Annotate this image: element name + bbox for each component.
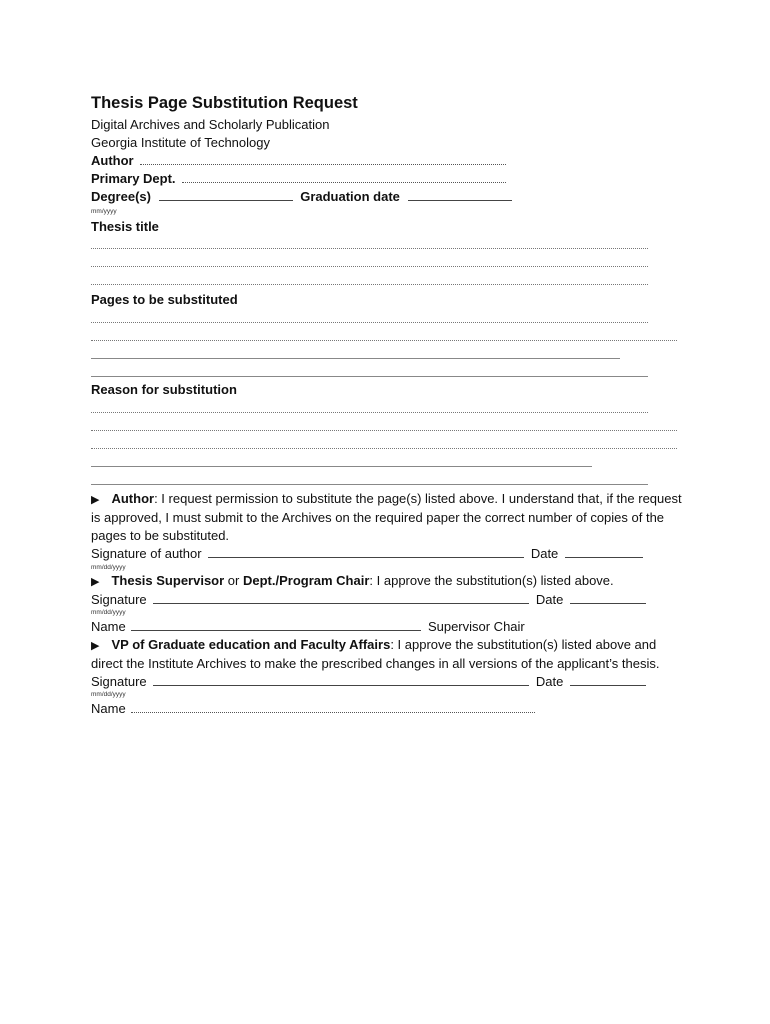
- author-statement: [91, 490, 691, 545]
- supervisor-date-hint: mm/dd/yyyy: [91, 609, 126, 616]
- reason-line[interactable]: [91, 448, 677, 449]
- vp-signature-field[interactable]: [153, 673, 529, 686]
- author-signature-label: Signature of author: [91, 546, 202, 561]
- thesis-title-label: Thesis title: [91, 219, 159, 234]
- author-date-hint: mm/dd/yyyy: [91, 564, 126, 571]
- author-date-label: Date: [530, 546, 559, 561]
- author-label: Author: [91, 153, 134, 168]
- reason-line[interactable]: [91, 430, 677, 431]
- triangle-right-icon: ▶: [91, 494, 100, 506]
- thesis-title-line[interactable]: [91, 266, 648, 267]
- author-role: Author: [111, 491, 155, 506]
- triangle-right-icon: ▶: [91, 640, 100, 652]
- pages-line[interactable]: [91, 322, 648, 323]
- vp-name-row: [91, 700, 535, 718]
- chair-role: Dept./Program Chair: [242, 573, 370, 588]
- vp-statement: [91, 636, 691, 673]
- supervisor-date-label: Date: [535, 592, 564, 607]
- vp-statement-text: : I approve the substitution(s) listed above and direct the Institute Archives to make the prescribed changes in all versions of the applicant’s thesis.: [91, 637, 660, 671]
- supervisor-signature-field[interactable]: [153, 591, 529, 604]
- thesis-title-line[interactable]: [91, 248, 648, 249]
- pages-line[interactable]: [91, 376, 648, 377]
- reason-label: Reason for substitution: [91, 382, 237, 397]
- primary-dept-row: [91, 170, 506, 188]
- supervisor-role: Thesis Supervisor: [111, 573, 225, 588]
- primary-dept-label: Primary Dept.: [91, 171, 176, 186]
- supervisor-statement: [91, 572, 614, 591]
- institute-name: Georgia Institute of Technology: [91, 135, 270, 150]
- reason-line[interactable]: [91, 466, 592, 467]
- thesis-title-line[interactable]: [91, 284, 648, 285]
- pages-line[interactable]: [91, 358, 620, 359]
- pages-line[interactable]: [91, 340, 677, 341]
- author-signature-field[interactable]: [208, 545, 524, 558]
- triangle-right-icon: ▶: [91, 576, 100, 588]
- pages-label: Pages to be substituted: [91, 292, 238, 307]
- degrees-field[interactable]: [159, 188, 293, 201]
- vp-signature-row: [91, 673, 646, 691]
- vp-name-label: Name: [91, 701, 126, 716]
- vp-date-label: Date: [535, 674, 564, 689]
- vp-signature-label: Signature: [91, 674, 147, 689]
- supervisor-signature-label: Signature: [91, 592, 147, 607]
- vp-role: VP of Graduate education and Faculty Affairs: [111, 637, 391, 652]
- supervisor-name-label: Name: [91, 619, 126, 634]
- author-field[interactable]: [140, 152, 506, 165]
- page-title: Thesis Page Substitution Request: [91, 94, 358, 112]
- supervisor-name-row: [91, 618, 525, 636]
- graduation-date-hint: mm/yyyy: [91, 208, 117, 215]
- supervisor-date-field[interactable]: [570, 591, 646, 604]
- author-row: [91, 152, 506, 170]
- supervisor-or-text: or: [224, 573, 243, 588]
- reason-line[interactable]: [91, 412, 648, 413]
- vp-name-field[interactable]: [131, 700, 535, 713]
- graduation-date-field[interactable]: [408, 188, 512, 201]
- supervisor-statement-text: : I approve the substitution(s) listed above.: [369, 573, 614, 588]
- degree-row: [91, 188, 512, 206]
- graduation-date-label: Graduation date: [300, 189, 400, 204]
- author-date-field[interactable]: [565, 545, 643, 558]
- department-name: Digital Archives and Scholarly Publication: [91, 117, 330, 132]
- supervisor-name-field[interactable]: [131, 618, 421, 631]
- vp-date-field[interactable]: [570, 673, 646, 686]
- supervisor-signature-row: [91, 591, 646, 609]
- reason-line[interactable]: [91, 484, 648, 485]
- primary-dept-field[interactable]: [182, 170, 506, 183]
- author-statement-text: : I request permission to substitute the page(s) listed above. I understand that, if the request is approved, I must submit to the Archives on the required paper the correct number of copies of the pages to be substituted.: [91, 491, 682, 543]
- supervisor-chair-label: Supervisor Chair: [427, 619, 525, 634]
- degrees-label: Degree(s): [91, 189, 151, 204]
- author-signature-row: [91, 545, 643, 563]
- vp-date-hint: mm/dd/yyyy: [91, 691, 126, 698]
